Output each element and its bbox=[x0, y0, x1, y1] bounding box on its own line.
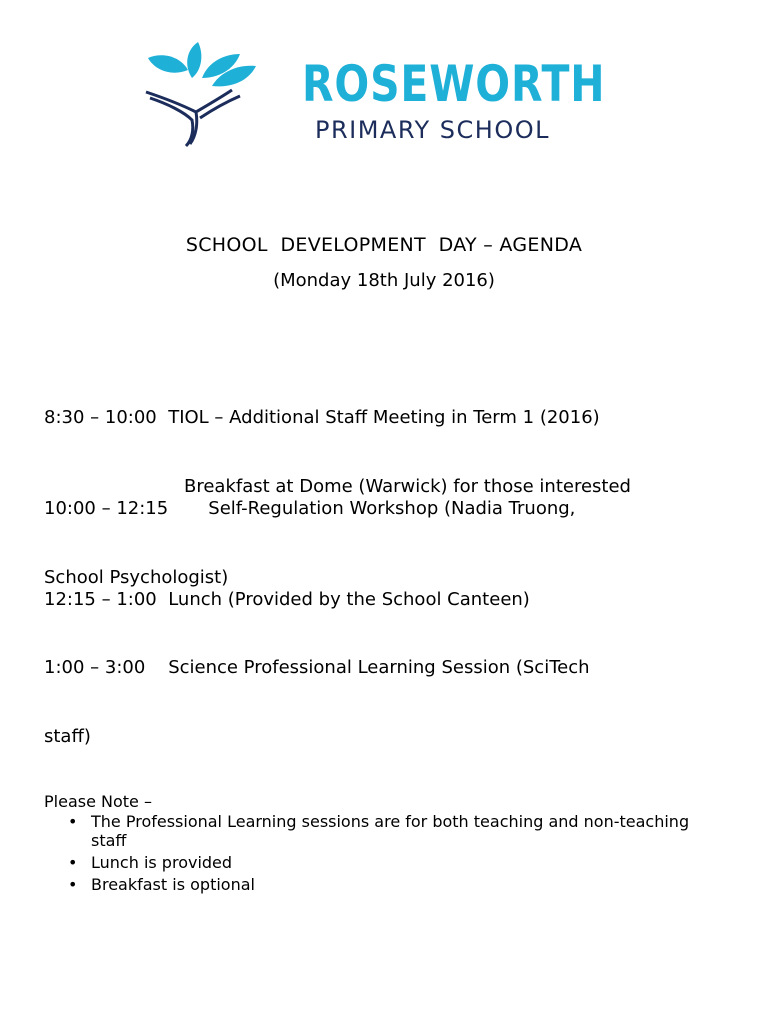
bullet-icon: • bbox=[68, 812, 78, 831]
school-subtitle: PRIMARY SCHOOL bbox=[315, 116, 550, 144]
tree-logo-icon bbox=[140, 40, 275, 150]
agenda-date: (Monday 18th July 2016) bbox=[273, 270, 495, 291]
notes-list bbox=[44, 812, 724, 897]
note-text: The Professional Learning sessions are for both teaching and non-teaching staff bbox=[91, 812, 690, 850]
agenda-time: 1:00 – 3:00 bbox=[44, 657, 146, 678]
note-label: Please Note – bbox=[44, 792, 152, 811]
bullet-icon: • bbox=[68, 853, 78, 872]
list-item bbox=[44, 875, 724, 894]
agenda-text: Breakfast at Dome (Warwick) for those interested bbox=[184, 476, 631, 497]
school-logo bbox=[140, 40, 640, 150]
list-item bbox=[44, 853, 724, 872]
note-text: Breakfast is optional bbox=[91, 875, 255, 894]
agenda-text: Science Professional Learning Session (SciTech bbox=[168, 657, 590, 678]
agenda-time: 12:15 – 1:00 bbox=[44, 589, 157, 610]
agenda-time: 10:00 – 12:15 bbox=[44, 498, 169, 519]
note-text: Lunch is provided bbox=[91, 853, 233, 872]
agenda-time: 8:30 – 10:00 bbox=[44, 407, 157, 428]
leaf-shape bbox=[187, 42, 201, 78]
agenda-text: staff) bbox=[44, 726, 91, 747]
agenda-item-4 bbox=[44, 610, 590, 771]
agenda-title: SCHOOL DEVELOPMENT DAY – AGENDA bbox=[185, 234, 583, 256]
list-item bbox=[44, 812, 724, 850]
leaf-shape bbox=[148, 55, 188, 72]
bullet-icon: • bbox=[68, 875, 78, 894]
agenda-text: School Psychologist) bbox=[44, 567, 229, 588]
agenda-text: Lunch (Provided by the School Canteen) bbox=[168, 589, 530, 610]
agenda-text: TIOL – Additional Staff Meeting in Term 1 (2016) bbox=[168, 407, 600, 428]
agenda-text: Self-Regulation Workshop (Nadia Truong, bbox=[208, 498, 576, 519]
school-name: ROSEWORTH bbox=[302, 55, 606, 113]
trunk-shape bbox=[146, 90, 240, 146]
